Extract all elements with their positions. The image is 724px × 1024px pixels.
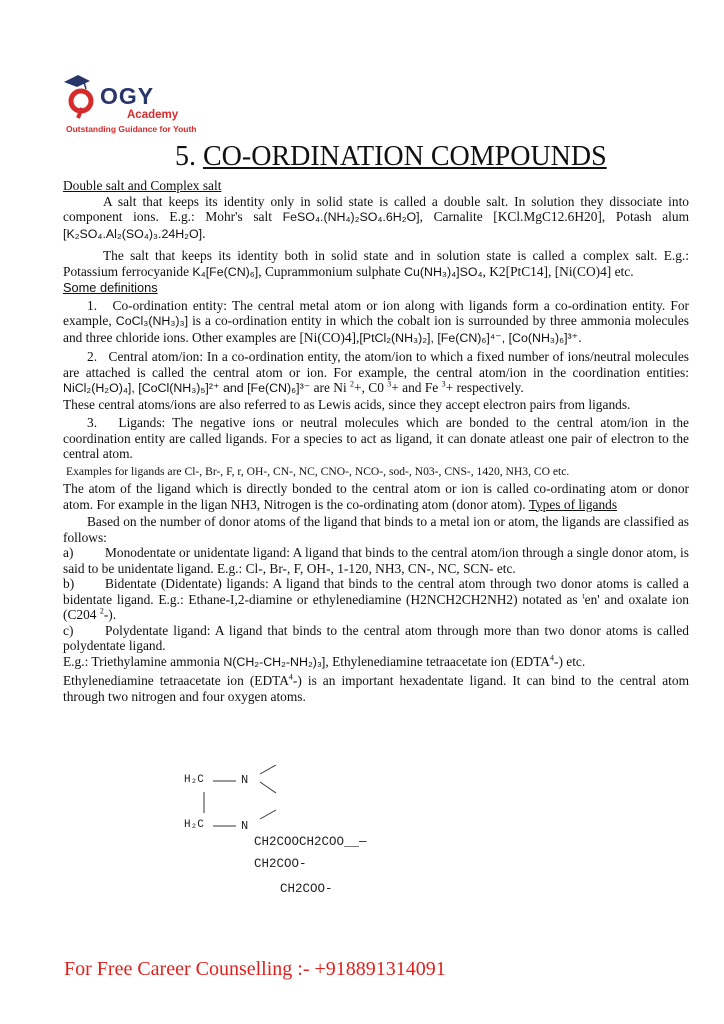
list-item-bidentate: b) Bidentate (Didentate) ligands: A ligand that binds to the central atom through two donor atoms is called a bidentate ligand. E.g.: Ethane-I,2-diamine or ethylenediamine (H2NCH2CH2NH2) notated as $^t$en' and oxalate ion (C204 $^2$-). — [63, 576, 690, 622]
edta-bond-lines — [180, 765, 440, 845]
h2c-bottom-label: H₂C — [184, 819, 204, 831]
paragraph-complex-salt: The salt that keeps its identity both in solid state and in solution state is called a complex salt. E.g.: Potassium ferrocyanide K₄[Fe(CN)₆], Cuprammonium sulphate Cu(NH₃)₄]SO₄, K2[PtC14], [Ni(CO)4] etc. — [63, 248, 689, 279]
list-item-polydentate: c) Polydentate ligand: A ligand that binds to the central atom through more than two donor atoms is called polydentate ligand. — [63, 622, 689, 653]
list-item-monodentate: a) Monodentate or unidentate ligand: A ligand that binds to the central atom/ion through a single donor atom, is said to be unidentate ligand. E.g.: Cl-, Br-, F, OH-, 1-120, NH3, CN-, NC, SCN- etc. — [63, 545, 689, 576]
body-text — [63, 178, 689, 704]
definition-coordination-entity: 1. Co-ordination entity: The central metal atom or ion along with ligands form a co-ordination entity. For example, CoCl₃(NH₃)₃] is a co-ordination entity in which the cobalt ion is surrounded by three ammonia molecules and three chloride ions. Other examples are [Ni(CO)4],[PtCl₂(NH₃)₂], [Fe(CN)₆]⁴⁻, [Co(NH₃)₆]³⁺. — [63, 297, 689, 345]
logo-tagline: Outstanding Guidance for Youth — [66, 124, 197, 134]
page-title — [175, 140, 607, 174]
edta-paragraph: Ethylenediamine tetraacetate ion (EDTA$^4$-) is an important hexadentate ligand. It can bind to the central atom through two nitrogen and four oxygen atoms. — [63, 672, 689, 704]
structure-line-1: CH2COOCH2COO__— — [254, 835, 367, 849]
h2c-top-label: H₂C — [184, 774, 204, 786]
section-heading-double-salt: Double salt and Complex salt — [63, 178, 222, 193]
polydentate-examples: E.g.: Triethylamine ammonia N(CH₂-CH₂-NH₂)₃], Ethylenediamine tetraacetate ion (EDTA$^4$-) etc. — [63, 653, 586, 669]
ligand-classification-intro: Based on the number of donor atoms of the ligand that binds to a metal ion or atom, the ligands are classified as follows: — [63, 514, 689, 545]
donor-atom-paragraph: The atom of the ligand which is directly bonded to the central atom or ion is called co-ordinating atom or donor atom. For example in the ligan NH3, Nitrogen is the co-ordinating atom (donor atom). Types of ligands — [63, 481, 689, 512]
definition-central-atom: 2. Central atom/ion: In a co-ordination entity, the atom/ion to which a fixed number of ions/neutral molecules are attached is called the central atom or ion. For example, the central atom/ion in the coordination entities: NiCl₂(H₂O)₄], [CoCl(NH₃)₅]²⁺ and [Fe(CN)₆]³⁻ are Ni $^2$+, C0 $^3$+ and Fe $^3$+ respectively. — [63, 349, 689, 395]
structure-line-3: CH2COO- — [280, 882, 333, 896]
footer-counselling-contact: For Free Career Counselling :- +918891314091 — [64, 958, 446, 980]
paragraph-double-salt: A salt that keeps its identity only in solid state is called a double salt. In solution they dissociate into component ions. E.g.: Mohr's salt FeSO₄.(NH₄)₂SO₄.6H₂O], Carnalite [KCl.MgC12.6H20], Potash alum [K₂SO₄.Al₂(SO₄)₃.24H₂O]. — [63, 193, 689, 241]
types-of-ligands-heading: Types of ligands — [528, 496, 618, 512]
ligand-examples: Examples for ligands are Cl-, Br-, F, r, OH-, CN-, NC, CNO-, NCO-, sod-, N03-, CNS-, 1420, NH3, CO etc. — [66, 464, 570, 478]
logo-subtitle: Academy — [127, 109, 179, 121]
n-top-label: N — [241, 773, 249, 787]
logo-name: OGY — [100, 83, 155, 109]
logo — [60, 72, 197, 140]
title-number: 5. — [175, 141, 196, 172]
title-text: CO-ORDINATION COMPOUNDS — [203, 141, 607, 172]
section-heading-definitions: Some definitions — [63, 280, 158, 295]
central-atom-lewis-acid-note: These central atoms/ions are also referred to as Lewis acids, since they accept electron pairs from ligands. — [63, 396, 631, 412]
definition-ligands: 3. Ligands: The negative ions or neutral molecules which are bonded to the central atom/ion in the coordination entity are called ligands. For a species to act as ligand, it can donate atleast one pair of electron to the central atom. — [63, 415, 689, 461]
edta-structure — [180, 765, 440, 905]
structure-line-2: CH2COO- — [254, 857, 307, 871]
n-bottom-label: N — [241, 819, 249, 833]
